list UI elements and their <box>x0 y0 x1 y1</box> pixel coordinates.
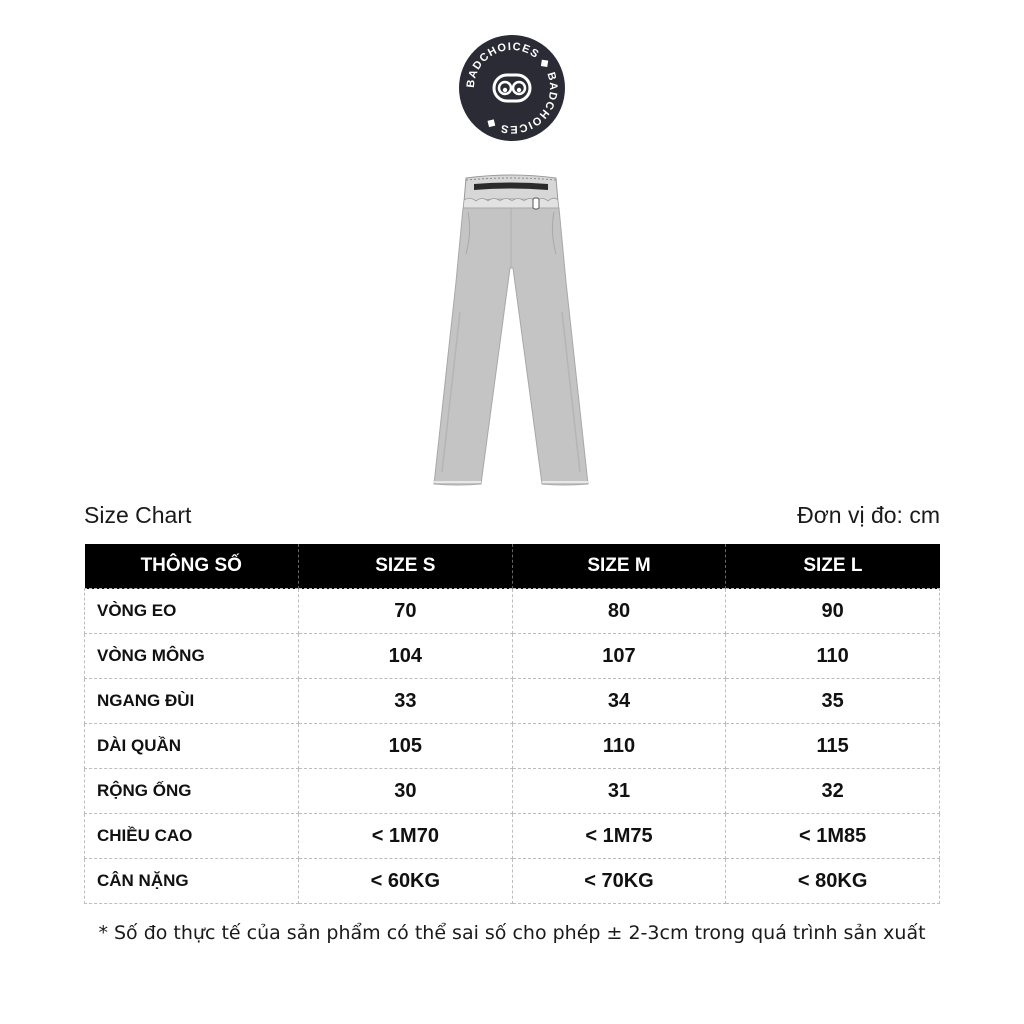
cell-size-l: 32 <box>726 769 940 814</box>
cell-size-m: < 1M75 <box>512 814 726 859</box>
cell-size-l: 35 <box>726 679 940 724</box>
cell-size-l: 115 <box>726 724 940 769</box>
brand-logo <box>458 34 566 142</box>
cell-size-s: 33 <box>299 679 513 724</box>
header-params: THÔNG SỐ <box>85 544 299 589</box>
cell-size-s: 105 <box>299 724 513 769</box>
measurement-note: * Số đo thực tế của sản phẩm có thể sai số cho phép ± 2-3cm trong quá trình sản xuất <box>98 922 926 944</box>
table-row <box>85 814 940 859</box>
cell-size-m: < 70KG <box>512 859 726 904</box>
row-label: RỘNG ỐNG <box>85 769 299 814</box>
table-header-row <box>85 544 940 589</box>
cell-size-s: < 60KG <box>299 859 513 904</box>
header-size-l: SIZE L <box>726 544 940 589</box>
row-label: NGANG ĐÙI <box>85 679 299 724</box>
cell-size-l: 110 <box>726 634 940 679</box>
cell-size-m: 31 <box>512 769 726 814</box>
cell-size-l: 90 <box>726 589 940 634</box>
cell-size-s: 104 <box>299 634 513 679</box>
table-row <box>85 859 940 904</box>
cell-size-s: 70 <box>299 589 513 634</box>
svg-text:BADCHOICES ◆ BADCHOICES ◆: BADCHOICES ◆ BADCHOICES ◆ <box>464 40 560 136</box>
table-row <box>85 589 940 634</box>
cell-size-m: 80 <box>512 589 726 634</box>
table-row <box>85 724 940 769</box>
cell-size-m: 34 <box>512 679 726 724</box>
cell-size-l: < 80KG <box>726 859 940 904</box>
table-row <box>85 769 940 814</box>
unit-label: Đơn vị đo: cm <box>797 502 940 528</box>
row-label: VÒNG EO <box>85 589 299 634</box>
product-pants-image <box>430 172 592 490</box>
size-table <box>84 544 940 904</box>
row-label: CÂN NẶNG <box>85 859 299 904</box>
header-size-m: SIZE M <box>512 544 726 589</box>
table-row <box>85 679 940 724</box>
size-chart-title: Size Chart <box>84 502 192 528</box>
row-label: VÒNG MÔNG <box>85 634 299 679</box>
cell-size-l: < 1M85 <box>726 814 940 859</box>
row-label: CHIỀU CAO <box>85 814 299 859</box>
row-label: DÀI QUẦN <box>85 724 299 769</box>
cell-size-m: 107 <box>512 634 726 679</box>
cell-size-m: 110 <box>512 724 726 769</box>
header-size-s: SIZE S <box>299 544 513 589</box>
cell-size-s: < 1M70 <box>299 814 513 859</box>
table-row <box>85 634 940 679</box>
cell-size-s: 30 <box>299 769 513 814</box>
